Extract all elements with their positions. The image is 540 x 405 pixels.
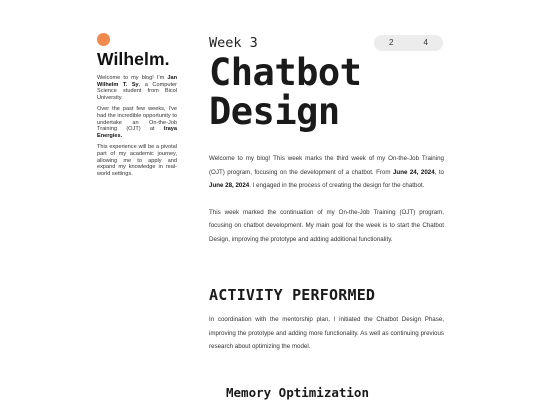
intro-text-c: . I engaged in the process of creating the design for the chatbot.	[249, 182, 425, 189]
sidebar-ojt-body: Over the past few weeks, I've had the incredible opportunity to undertake an On-the-Job Training (OJT) at	[97, 106, 177, 133]
title-line-1: Chatbot	[209, 51, 362, 94]
sidebar-intro-text: Welcome to my blog! I'm	[97, 75, 168, 81]
sidebar	[97, 33, 177, 177]
week-label: Week 3	[209, 35, 258, 51]
intro-paragraph-1	[209, 152, 444, 193]
sidebar-experience-text: This experience will be a pivotal part of my academic journey, allowing me to apply and expand my knowledge in real-world settings.	[97, 144, 177, 177]
intro-section	[209, 152, 444, 246]
intro-text-a: Welcome to my blog! This week marks the third week of my On-the-Job Training (OJT) program, focusing on the development of a chatbot. From	[209, 155, 444, 176]
company-name: Iraya Energies.	[97, 126, 177, 139]
page-title	[209, 53, 361, 131]
intro-text-b: , to	[434, 168, 444, 176]
activity-heading: ACTIVITY PERFORMED	[209, 286, 376, 304]
end-date: June 28, 2024	[209, 182, 250, 189]
sidebar-intro-text-end: , a Computer Science student from Bicol University.	[97, 81, 177, 101]
activity-paragraph: In coordination with the mentorship plan, I initiated the Chatbot Design Phase, improving the prototype and adding more functionality. As well as continuing previous research about optimizing the model.	[209, 316, 444, 350]
prev-week-button[interactable]: 2	[389, 38, 394, 47]
start-date: June 24, 2024	[392, 168, 435, 176]
week-pager	[374, 35, 443, 51]
sidebar-ojt-text	[97, 106, 177, 139]
sidebar-intro	[97, 75, 177, 101]
author-name: Jan Wilhelm T. Sy	[97, 75, 177, 88]
brand-name[interactable]: Wilhelm.	[97, 49, 170, 69]
title-line-2: Design	[209, 90, 340, 133]
next-week-button[interactable]: 4	[423, 38, 428, 47]
activity-section	[209, 313, 444, 354]
intro-paragraph-2: This week marked the continuation of my On-the-Job Training (OJT) program, focusing on chatbot development. My main goal for the week is to start the Chatbot Design, improving the prototype and adding additional functionality.	[209, 208, 444, 243]
memory-optimization-heading: Memory Optimization	[226, 385, 369, 400]
logo-dot	[97, 33, 110, 46]
